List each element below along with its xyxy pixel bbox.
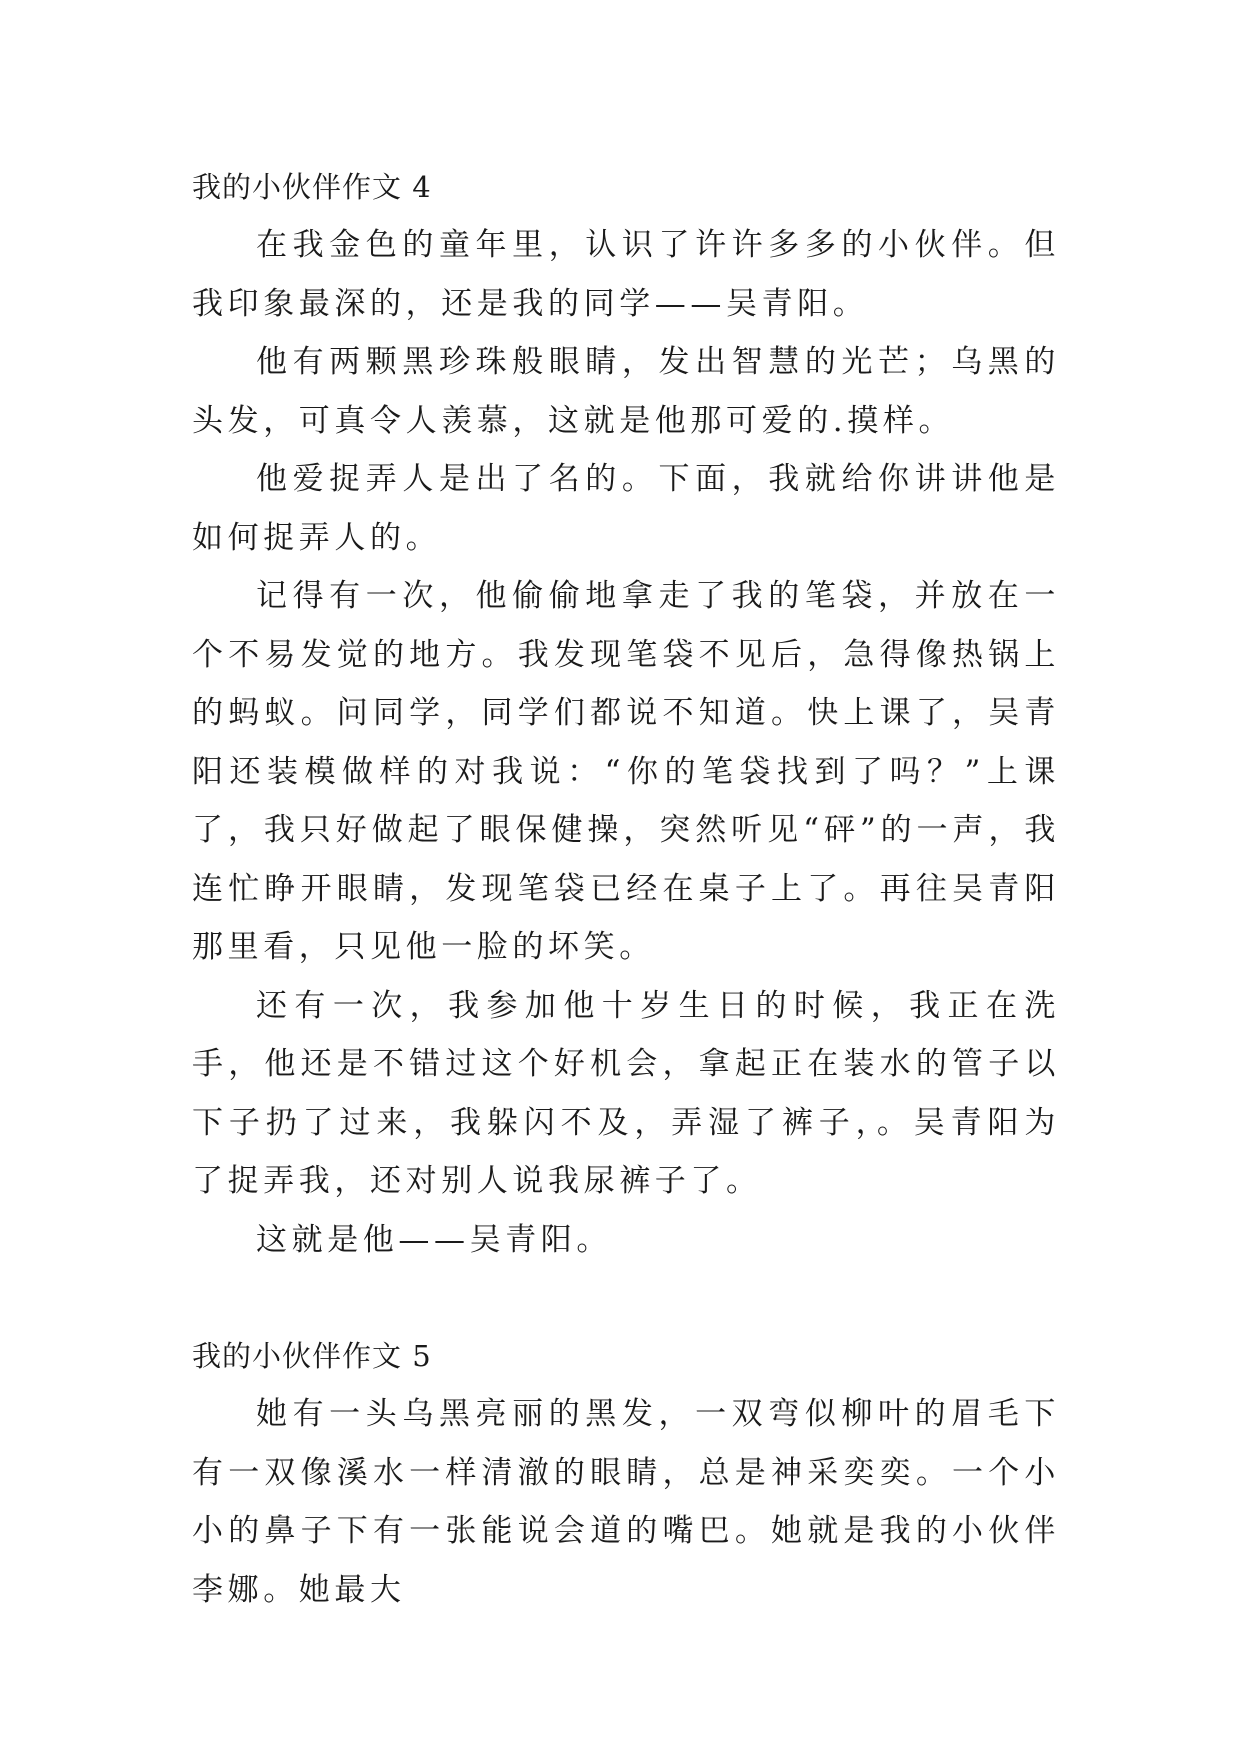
essay-section-5 — [192, 1327, 1060, 1619]
document-page — [192, 158, 1060, 1619]
essay-paragraph: 还有一次，我参加他十岁生日的时候，我正在洗手，他还是不错过这个好机会，拿起正在装水的管子以下子扔了过来，我躲闪不及，弄湿了裤子，。吴青阳为了捉弄我，还对别人说我尿裤子了。 — [192, 987, 1060, 1199]
essay-paragraph: 他有两颗黑珍珠般眼睛，发出智慧的光芒；乌黑的头发，可真令人羡慕，这就是他那可爱的.摸样。 — [192, 344, 1060, 439]
essay-title: 我的小伙伴作文 4 — [192, 170, 432, 204]
essay-paragraph: 他爱捉弄人是出了名的。下面，我就给你讲讲他是如何捉弄人的。 — [192, 461, 1060, 556]
essay-paragraph: 这就是他——吴青阳。 — [256, 1221, 612, 1258]
essay-paragraph: 记得有一次，他偷偷地拿走了我的笔袋，并放在一个不易发觉的地方。我发现笔袋不见后，急得像热锅上的蚂蚁。问同学，同学们都说不知道。快上课了，吴青阳还装模做样的对我说：“你的笔袋找到了吗？”上课了，我只好做起了眼保健操，突然听见“砰”的一声，我连忙睁开眼睛，发现笔袋已经在桌子上了。再往吴青阳那里看，只见他一脸的坏笑。 — [192, 578, 1060, 965]
essay-paragraph: 她有一头乌黑亮丽的黑发，一双弯似柳叶的眉毛下有一双像溪水一样清澈的眼睛，总是神采奕奕。一个小小的鼻子下有一张能说会道的嘴巴。她就是我的小伙伴李娜。她最大 — [192, 1396, 1060, 1608]
essay-section-4 — [192, 158, 1060, 1269]
essay-title: 我的小伙伴作文 5 — [192, 1339, 432, 1373]
essay-paragraph: 在我金色的童年里，认识了许许多多的小伙伴。但我印象最深的，还是我的同学——吴青阳。 — [192, 227, 1060, 322]
